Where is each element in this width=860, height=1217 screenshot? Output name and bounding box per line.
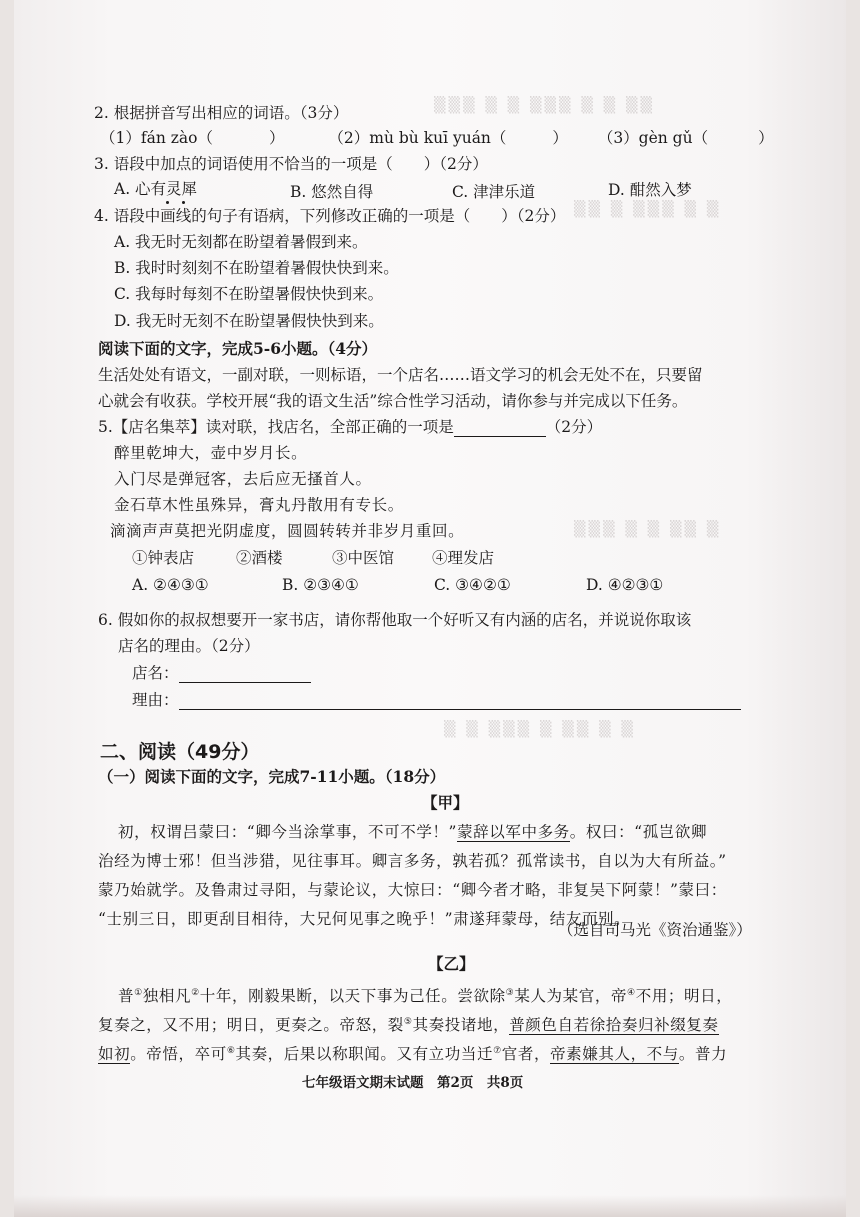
passage-yi-line-3 xyxy=(98,1041,727,1064)
passage-jia-label: 【甲】 xyxy=(422,793,469,812)
bleed-through-text: ▒▒▒ ▒ ▒ ▒▒ ▒ xyxy=(574,520,722,538)
passage-jia-line-4: “士别三日，即更刮目相待，大兄何见事之晚乎！”肃遂拜蒙母，结友而别。 xyxy=(98,910,631,928)
passage-yi-label: 【乙】 xyxy=(428,954,475,973)
yi-text: 十年，刚毅果断，以天下事为己任。尝欲除 xyxy=(199,987,506,1006)
q6-stem-line-2: 店名的理由。（2分） xyxy=(118,637,260,655)
q3-option-b[interactable]: B. 悠然自得 xyxy=(290,183,374,201)
q4-option-a[interactable]: A. 我无时无刻都在盼望着暑假到来。 xyxy=(114,233,368,251)
q6-reason-row xyxy=(132,690,741,710)
emphasis-dot xyxy=(182,201,185,204)
q5-option-a[interactable]: A. ②④③① xyxy=(132,576,209,594)
q3-stem: 3. 语段中加点的词语使用不恰当的一项是（ ）（2分） xyxy=(94,155,488,173)
q6-reason-blank[interactable] xyxy=(179,691,741,710)
q5-answer-blank[interactable] xyxy=(454,418,546,437)
bleed-through-text: ▒▒▒ ▒ ▒ ▒▒▒ ▒ ▒ ▒▒ xyxy=(434,96,656,114)
shop-3: ③中医馆 xyxy=(332,549,395,567)
q6-reason-label: 理由： xyxy=(132,691,179,709)
emphasis-dot xyxy=(166,201,169,204)
passage-yi-line-2 xyxy=(98,1012,719,1035)
passage-yi-line-1 xyxy=(118,983,732,1006)
q4-stem: 4. 语段中画线的句子有语病，下列修改正确的一项是（ ）（2分） xyxy=(94,207,566,225)
q5-option-d[interactable]: D. ④②③① xyxy=(586,576,664,594)
q6-name-row xyxy=(132,663,311,683)
passage-jia-line-3: 蒙乃始就学。及鲁肃过寻阳，与蒙论议，大惊曰：“卿今者才略，非复吴下阿蒙！”蒙曰： xyxy=(98,881,727,899)
footnote-marker: ⑦ xyxy=(493,1046,502,1056)
section-2-title: 二、阅读（49分） xyxy=(100,741,260,763)
q5-stem-text: 5.【店名集萃】读对联，找店名，全部正确的一项是 xyxy=(98,418,454,436)
bleed-through-text: ▒▒ ▒ ▒▒▒ ▒ ▒ xyxy=(574,200,722,218)
footnote-marker: ⑤ xyxy=(403,1017,413,1027)
q2-stem: 2. 根据拼音写出相应的词语。（3分） xyxy=(94,104,349,122)
shop-1: ①钟表店 xyxy=(132,549,195,567)
yi-text: 复奏之，又不用；明日，更奏之。帝怒，裂 xyxy=(98,1016,404,1035)
q6-name-blank[interactable] xyxy=(179,664,311,683)
yi-text: 某人为某官，帝 xyxy=(514,987,628,1006)
bleed-through-text: ▒ ▒ ▒▒▒ ▒ ▒▒ ▒ ▒ xyxy=(444,720,636,738)
yi-text: 不用；明日， xyxy=(635,987,733,1006)
exam-page xyxy=(14,0,846,1217)
section-2-sub-1: （一）阅读下面的文字，完成7-11小题。（18分） xyxy=(98,767,446,786)
q2-item-1-close: ） xyxy=(269,129,285,147)
q4-option-d[interactable]: D. 我无时无刻不在盼望暑假快快到来。 xyxy=(114,312,384,330)
yi-text: 其奏，后果以称职闻。又有立功当迁 xyxy=(235,1045,494,1064)
q2-item-1-open: （1）fán zào（ xyxy=(100,129,213,147)
footnote-marker: ② xyxy=(191,988,200,998)
passage-jia-line-1 xyxy=(118,822,707,842)
q6-name-label: 店名： xyxy=(132,664,179,682)
jia-underlined-phrase: 蒙辞以军中多务 xyxy=(457,823,570,841)
footnote-marker: ⑥ xyxy=(226,1046,236,1056)
passage-jia-line-2: 治经为博士邪！但当涉猎，见往事耳。卿言多务，孰若孤？孤常读书，自以为大有所益。” xyxy=(98,852,727,870)
q2-items xyxy=(100,128,774,148)
q4-option-b[interactable]: B. 我时时刻刻不在盼望着暑假快快到来。 xyxy=(114,259,399,277)
q3-option-c[interactable]: C. 津津乐道 xyxy=(452,183,536,201)
reading-5-6-paragraph-line-2: 心就会有收获。学校开展“我的语文生活”综合性学习活动，请你参与并完成以下任务。 xyxy=(98,392,688,410)
footnote-marker: ④ xyxy=(627,988,636,998)
q2-item-3-open: （3）gèn gǔ（ xyxy=(597,129,709,147)
couplet-4: 滴滴声声莫把光阴虚度，圆圆转转并非岁月重回。 xyxy=(110,522,465,540)
footnote-marker: ① xyxy=(134,988,143,998)
reading-5-6-paragraph-line-1: 生活处处有语文，一副对联，一则标语，一个店名……语文学习的机会无处不在，只要留 xyxy=(98,366,703,384)
q2-item-2-open: （2）mù bù kuī yuán（ xyxy=(328,129,507,147)
yi-underlined-phrase: 帝素嫌其人，不与 xyxy=(550,1045,679,1064)
yi-text: 。帝悟，卒可 xyxy=(130,1045,227,1064)
couplet-2: 入门尽是弹冠客，去后应无搔首人。 xyxy=(114,470,372,488)
yi-text: 其奏投诸地， xyxy=(412,1016,510,1035)
q2-item-2-close: ） xyxy=(552,129,568,147)
footnote-marker: ③ xyxy=(505,988,515,998)
q3-option-a[interactable]: A. 心有灵犀 xyxy=(114,180,198,198)
q5-stem-score: （2分） xyxy=(545,418,603,436)
yi-text: 官者， xyxy=(501,1045,551,1064)
q5-stem xyxy=(98,417,602,437)
scan-edge-shadow xyxy=(14,1195,846,1217)
page-footer: 七年级语文期末试题 第2页 共8页 xyxy=(302,1075,524,1091)
q4-option-c[interactable]: C. 我每时每刻不在盼望暑假快快到来。 xyxy=(114,285,384,303)
passage-jia-source: （选自司马光《资治通鉴》） xyxy=(558,921,752,939)
yi-text: 独相凡 xyxy=(142,987,192,1006)
jia-line-1a: 初，权谓吕蒙曰：“卿今当涂掌事，不可不学！” xyxy=(118,823,458,841)
couplet-3: 金石草木性虽殊异，膏丸丹散用有专长。 xyxy=(114,496,404,514)
yi-underlined-sentence-end: 如初 xyxy=(98,1045,131,1064)
shop-4: ④理发店 xyxy=(432,549,495,567)
q3-option-d[interactable]: D. 酣然入梦 xyxy=(608,181,692,199)
q5-option-b[interactable]: B. ②③④① xyxy=(282,576,359,594)
yi-text: 。普力 xyxy=(678,1045,728,1064)
shop-2: ②酒楼 xyxy=(236,549,283,567)
q2-item-3-close: ） xyxy=(758,129,774,147)
reading-5-6-intro: 阅读下面的文字，完成5-6小题。（4分） xyxy=(98,339,378,358)
jia-line-1c: 。权曰：“孤岂欲卿 xyxy=(569,823,708,841)
couplet-1: 醉里乾坤大，壶中岁月长。 xyxy=(114,444,308,462)
q5-option-c[interactable]: C. ③④②① xyxy=(434,576,511,594)
q6-stem-line-1: 6. 假如你的叔叔想要开一家书店，请你帮他取一个好听又有内涵的店名，并说说你取该 xyxy=(98,611,692,629)
yi-text: 普 xyxy=(118,987,135,1006)
yi-underlined-sentence: 普颜色自若徐拾奏归补缀复奏 xyxy=(509,1016,719,1035)
